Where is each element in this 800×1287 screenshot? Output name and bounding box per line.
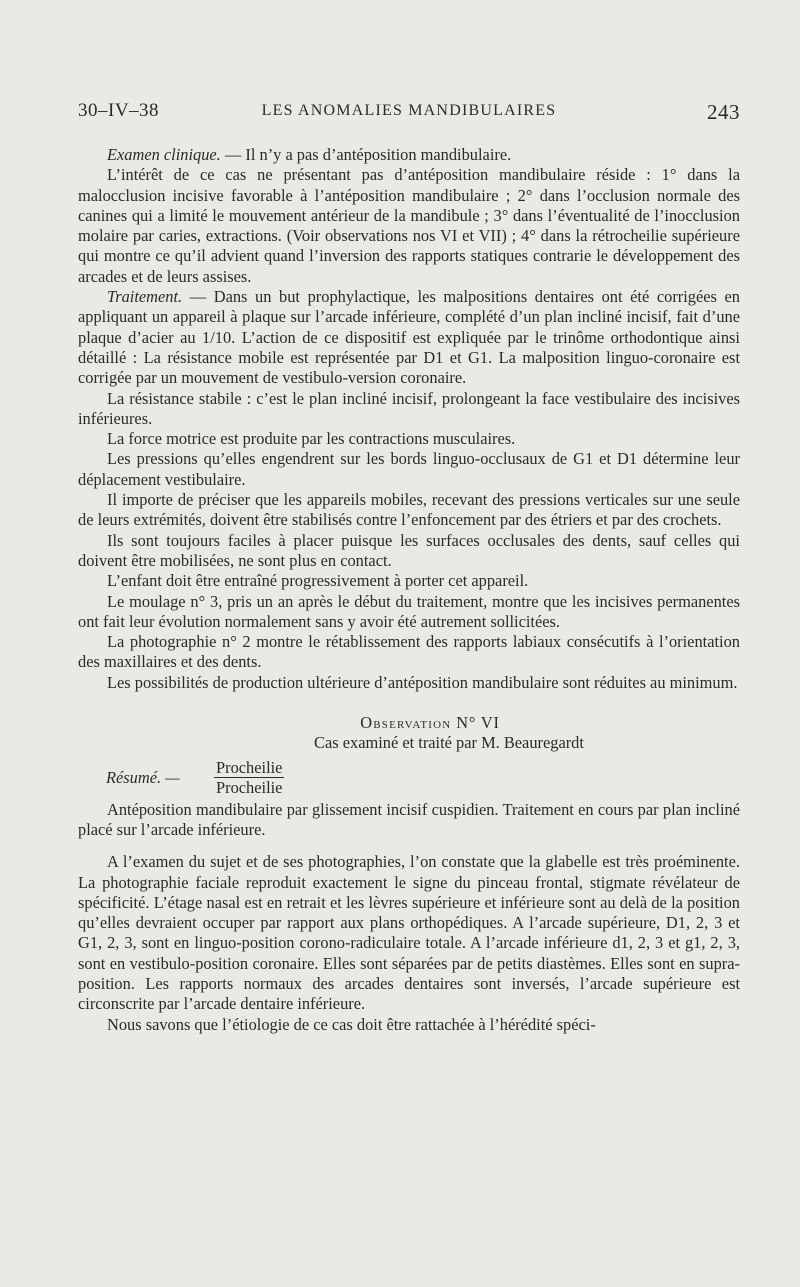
resume-label: Résumé. — (106, 767, 180, 787)
paragraph-examen-sujet: A l’examen du sujet et de ses photographies, l’on constate que la glabelle est très proéminente. La photographie faciale reproduit exactement le signe du pinceau frontal, stigmate révélateur de spécificité. L’étage nasal est en retrait et les lèvres supérieure et inférieure sont au delà de la position qu’elles devraient occuper par rapport aux plans orthopédiques. A l’arcade supérieure, D1, 2, 3 et G1, 2, 3, sont en linguo-position corono-radiculaire totale. A l’arcade inférieure d1, 2, 3 et g1, 2, 3, sont en vestibulo-position coronaire. Elles sont séparées par de petits diastèmes. Elles sont en supra-position. Les rapports normaux des arcades dentaires sont inversés, l’arcade supérieure est circonscrite par l’arcade dentaire inférieure. (78, 852, 740, 1014)
paragraph-appareils-mobiles: Il importe de préciser que les appareils mobiles, recevant des pressions verticales sur une seule de leurs extrémités, doivent être stabilisés contre l’enfoncement par des étriers et par des crochets. (78, 490, 740, 530)
paragraph-examen-clinique (78, 145, 740, 165)
paragraph-pressions: Les pressions qu’elles engendrent sur les bords linguo-occlusaux de G1 et D1 détermine leur déplacement vestibulaire. (78, 449, 740, 489)
paragraph-text: — Dans un but prophylactique, les malpositions dentaires ont été corrigées en appliquant un appareil à plaque sur l’arcade inférieure, complété d’un plan incliné incisif, fait d’une plaque d’acier au 1/10. L’action de ce dispositif est expliquée par le trinôme orthodontique ainsi détaillé : La résistance mobile est représentée par D1 et G1. La malposition linguo-coronaire est corrigée par un mouvement de vestibulo-version coronaire. (78, 287, 740, 388)
paragraph-resistance-stabile: La résistance stabile : c’est le plan incliné incisif, prolongeant la face vestibulaire des incisives inférieures. (78, 388, 740, 428)
paragraph-force-motrice: La force motrice est produite par les contractions musculaires. (107, 429, 516, 449)
fraction-numerator: Procheilie (216, 757, 283, 777)
paragraph-traitement (78, 287, 740, 388)
resume-block (78, 758, 740, 800)
header-date: 30–IV–38 (78, 100, 160, 121)
header-title: LES ANOMALIES MANDIBULAIRES (261, 102, 557, 119)
procheilie-fraction (214, 758, 284, 798)
page-number: 243 (707, 100, 740, 124)
resume-summary: Antéposition mandibulaire par glissement incisif cuspidien. Traitement en cours par plan incliné placé sur l’arcade inférieure. (78, 799, 740, 839)
section-gap (78, 840, 740, 852)
paragraph-interet: L’intérêt de ce cas ne présentant pas d’antéposition mandibulaire réside : 1° dans la malocclusion incisive favorable à l’antéposition mandibulaire ; 2° dans l’occlusion normale des canines qui a limité le mouvement antérieur de la mandibule ; 3° dans l’éventualité de l’inocclusion molaire par caries, extractions. (Voir observations nos VI et VII) ; 4° dans la rétrocheilie supérieure qui montre ce qu’il advient quand l’inversion des rapports statiques contrarie le développement des arcades et de leurs assises. (78, 165, 740, 286)
running-header (78, 100, 740, 130)
section-label-examen: Examen clinique. (107, 145, 221, 164)
page-body (78, 145, 740, 1035)
paragraph-etiologie: Nous savons que l’étiologie de ce cas doit être rattachée à l’hérédité spéci- (107, 1014, 596, 1034)
observation-title (78, 713, 740, 733)
observation-subtitle: Cas examiné et traité par M. Beauregardt (314, 733, 584, 753)
paragraph-possibilites: Les possibilités de production ultérieure d’antéposition mandibulaire sont réduites au minimum. (107, 672, 738, 692)
paragraph-text: — Il n’y a pas d’antéposition mandibulaire. (220, 145, 512, 164)
observation-number: N° VI (456, 713, 500, 733)
paragraph-photographie: La photographie n° 2 montre le rétablissement des rapports labiaux consécutifs à l’orientation des maxillaires et des dents. (78, 632, 740, 672)
section-label-traitement: Traitement. (107, 287, 183, 307)
section-gap (78, 693, 740, 713)
paragraph-enfant: L’enfant doit être entraîné progressivement à porter cet appareil. (107, 571, 529, 591)
paragraph-surfaces-occlusales: Ils sont toujours faciles à placer puisque les surfaces occlusales des dents, sauf celles qui doivent être mobilisées, ne sont plus en contact. (78, 530, 740, 570)
paragraph-moulage: Le moulage n° 3, pris un an après le début du traitement, montre que les incisives permanentes ont fait leur évolution normalement sans y avoir été autrement sollicitées. (78, 591, 740, 631)
observation-word: Observation (360, 713, 452, 733)
fraction-denominator: Procheilie (216, 777, 283, 797)
